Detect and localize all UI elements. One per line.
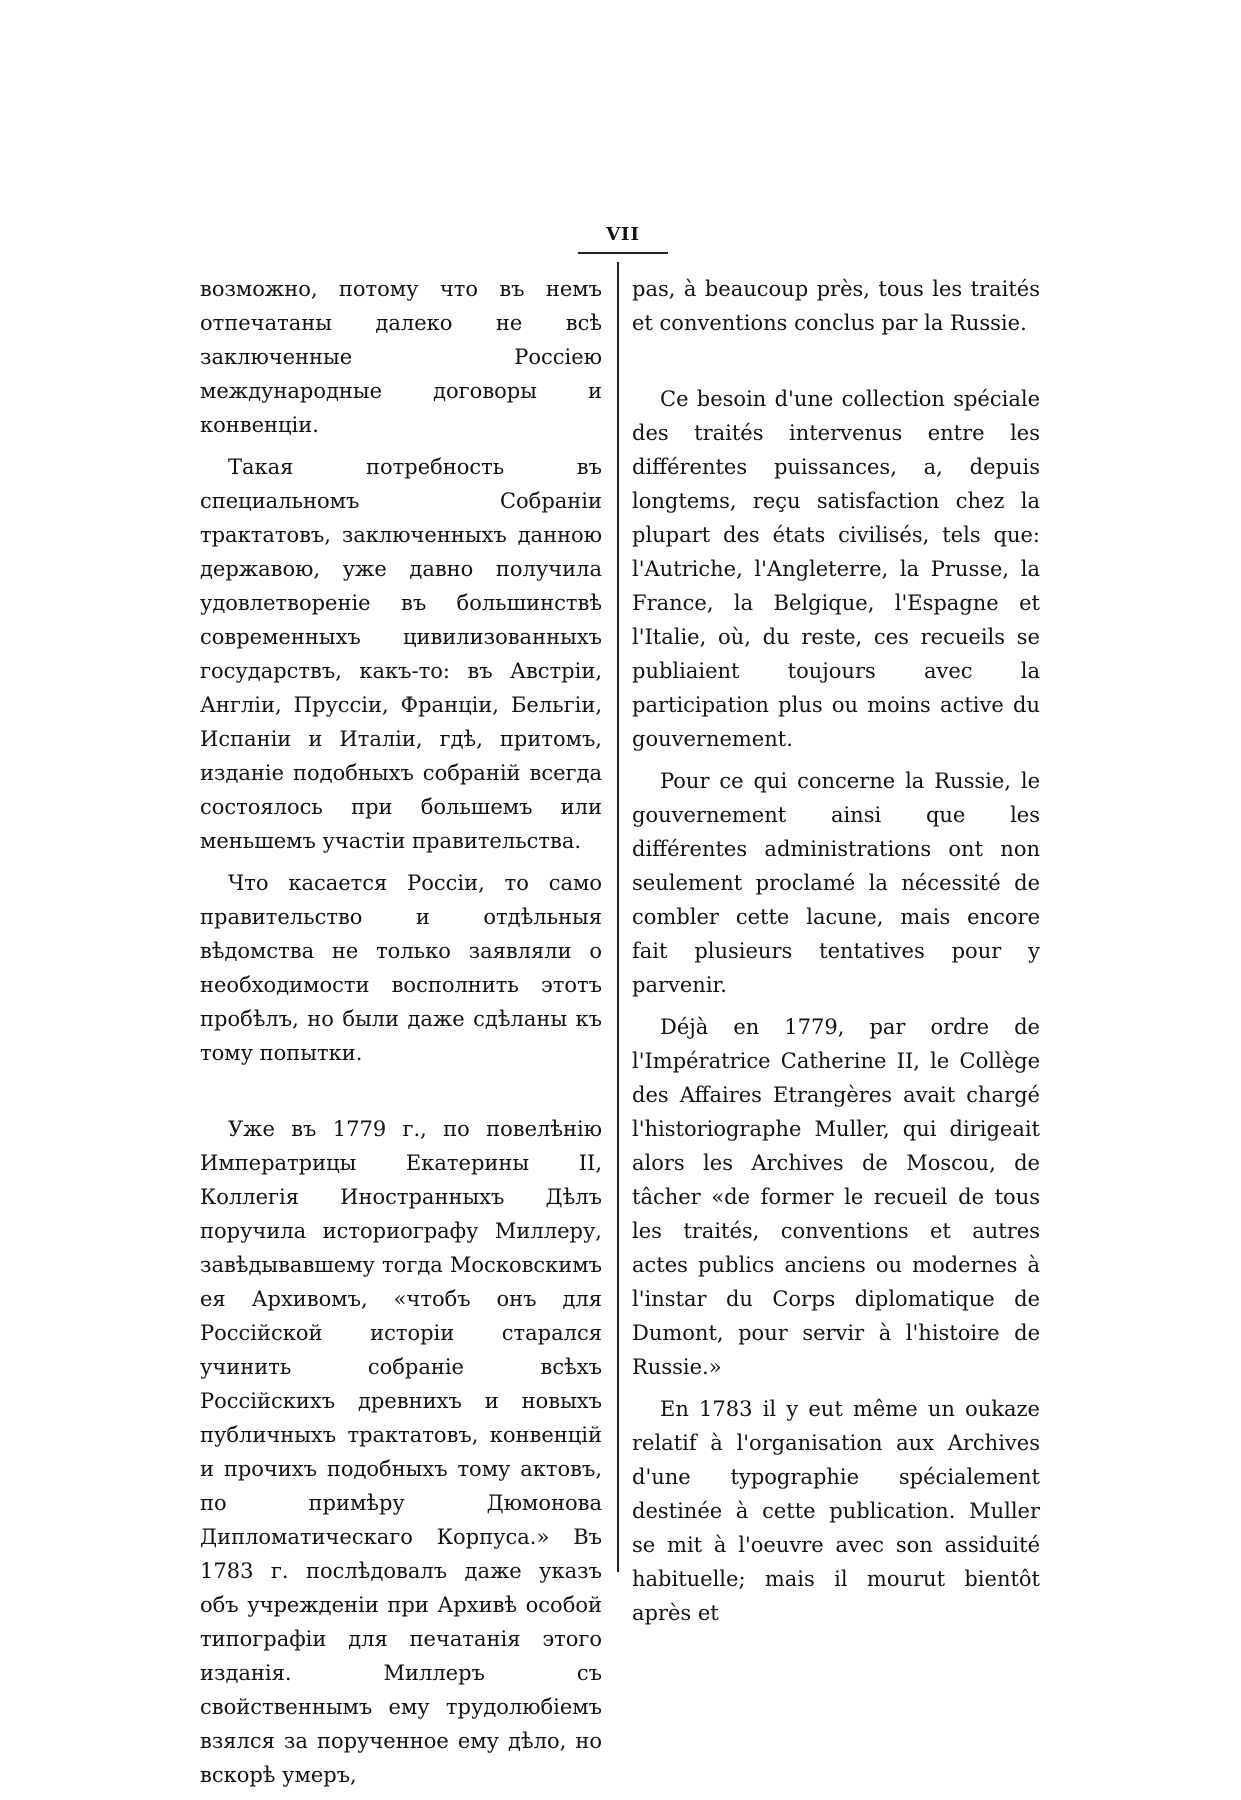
- paragraph: Pour ce qui concerne la Russie, le gouvernement ainsi que les différentes administrations ont non seulement proclamé la nécessité de combler cette lacune, mais encore fait plusieurs tentatives pour y parvenir.: [632, 769, 1040, 997]
- paragraph: Такая потребность въ специальномъ Собранiи трактатовъ, заключенныхъ данною державою, уже давно получила удовлетворенiе въ большинствѣ современныхъ цивилизованныхъ государствъ, какъ-то: въ Австрiи, Англiи, Пруссiи, Францiи, Бельгiи, Испанiи и Италiи, гдѣ, притомъ, изданiе подобныхъ собранiй всегда состоялось при большемъ или меньшемъ участiи правительства.: [200, 455, 602, 853]
- french-column: [632, 272, 1040, 1638]
- column-divider: [617, 262, 619, 1572]
- page-number: VII: [606, 224, 640, 245]
- paragraph: возможно, потому что въ немъ отпечатаны далеко не всѣ заключенные Россiею международные договоры и конвенцiи.: [200, 277, 602, 437]
- header-rule: [578, 252, 668, 254]
- paragraph: Уже въ 1779 г., по повелѣнiю Императрицы Екатерины II, Коллегiя Иностранныхъ Дѣлъ поручила историографу Миллеру, завѣдывавшему тогда Московскимъ ея Архивомъ, «чтобъ онъ для Россiйской исторiи старался учинить собранiе всѣхъ Россiйскихъ древнихъ и новыхъ публичныхъ трактатовъ, конвенцiй и прочихъ подобныхъ тому актовъ, по примѣру Дюмонова Дипломатическаго Корпуса.» Въ 1783 г. послѣдовалъ даже указъ объ учрежденiи при Архивѣ особой типографiи для печатанiя этого изданiя. Миллеръ съ свойственнымъ ему трудолюбiемъ взялся за порученное ему дѣло, но вскорѣ умеръ,: [200, 1117, 602, 1787]
- paragraph: Что касается Россiи, то само правительство и отдѣльныя вѣдомства не только заявляли о необходимости восполнить этотъ пробѣлъ, но были даже сдѣланы къ тому попытки.: [200, 871, 602, 1065]
- paragraph: pas, à beaucoup près, tous les traités et conventions conclus par la Russie.: [632, 277, 1040, 335]
- paragraph: En 1783 il y eut même un oukaze relatif à l'organisation aux Archives d'une typographie spécialement destinée à cette publication. Muller se mit à l'oeuvre avec son assiduité habituelle; mais il mourut bientôt après et: [632, 1397, 1040, 1625]
- russian-column: [200, 272, 602, 1800]
- paragraph: Déjà en 1779, par ordre de l'Impératrice Catherine II, le Collège des Affaires Etrangères avait chargé l'historiographe Muller, qui dirigeait alors les Archives de Moscou, de tâcher «de former le recueil de tous les traités, conventions et autres actes publics anciens ou modernes à l'instar du Corps diplomatique de Dumont, pour servir à l'histoire de Russie.»: [632, 1015, 1040, 1379]
- paragraph: Ce besoin d'une collection spéciale des traités intervenus entre les différentes puissances, a, depuis longtems, reçu satisfaction chez la plupart des états civilisés, tels que: l'Autriche, l'Angleterre, la Prusse, la France, la Belgique, l'Espagne et l'Italie, où, du reste, ces recueils se publiaient toujours avec la participation plus ou moins active du gouvernement.: [632, 387, 1040, 751]
